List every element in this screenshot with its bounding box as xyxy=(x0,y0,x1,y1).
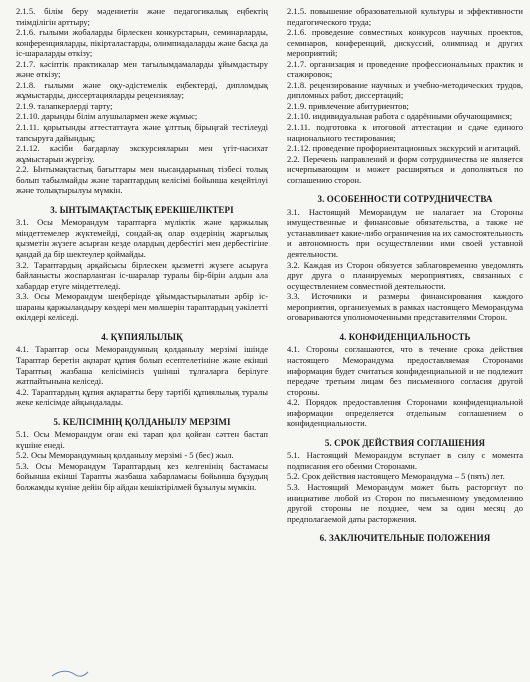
section-3-kz xyxy=(16,217,268,322)
section-heading: 4. ҚҰПИЯЛЫЛЫҚ xyxy=(101,331,183,342)
paragraph: 4.2. Порядок предоставления Сторонами конфиденциальной информации определяется отдельным соглашением о конфиденциальности. xyxy=(287,397,523,429)
paragraph: 2.1.12. кәсіби бағдарлау экскурсияларын мен үгіт-насихат жұмыстарын жүргізу. xyxy=(16,143,268,164)
paragraph: 3.3. Источники и размеры финансирования каждого мероприятия, организуемых в рамках настоящего Меморандума оговариваются уполномоченными представителями Сторон. xyxy=(287,291,523,323)
section-2-kz xyxy=(16,6,268,196)
russian-column xyxy=(287,6,523,546)
section-4-kz xyxy=(16,344,268,407)
paragraph: 2.1.5. білім беру мәдениетін және педагогикалық еңбектің тиімділігін арттыру; xyxy=(16,6,268,27)
paragraph: 2.1.6. ғылыми жобаларды бірлескен конкурстарын, семинарларды, конференцияларды, пікірталастарды, олимпиадаларды және басқа да іс-шараларды өткізу; xyxy=(16,27,268,59)
paragraph: 2.1.9. привлечение абитуриентов; xyxy=(287,100,409,111)
paragraph: 2.1.10. дарынды білім алушылармен жеке жұмыс; xyxy=(16,111,198,122)
paragraph: 4.1. Стороны соглашаются, что в течение срока действия настоящего Меморандума предоставляемая Сторонами информация будет считаться конфиденциальной и не подлежит передаче третьим лицам без письменного согласия другой стороны. xyxy=(287,344,523,397)
paragraph: 2.1.6. проведение совместных конкурсов научных проектов, семинаров, конференций, дискуссий, олимпиад и других мероприятий; xyxy=(287,27,523,59)
paragraph: 3.1. Настоящий Меморандум не налагает на Стороны имущественные и финансовые обязательства, а также не устанавливает какие-либо ограничения на их самостоятельность и автономность при осуществлении ими своей уставной деятельности. xyxy=(287,206,524,260)
section-5-kz xyxy=(16,429,268,492)
paragraph: 2.1.5. повышение образовательной культуры и эффективности педагогического труда; xyxy=(287,6,523,27)
signature-mark xyxy=(50,668,90,678)
paragraph: 3.2. Тараптардың әрқайсысы бірлескен қызметті жүзеге асыруға байланысты жоспарланған іс-шаралар туралы бір-бірін алдын ала хабардар етуге міндеттеледі. xyxy=(16,259,268,291)
section-3-ru xyxy=(287,207,523,323)
paragraph: 5.1. Настоящий Меморандум вступает в силу с момента подписания его обеими Сторонами. xyxy=(287,450,523,471)
paragraph: 5.2. Осы Меморандумның қолданылу мерзімі - 5 (бес) жыл. xyxy=(16,450,234,461)
paragraph: 3.2. Каждая из Сторон обязуется заблаговременно уведомлять друг друга о планируемых мероприятиях, связанных с осуществлением совместной деятельности. xyxy=(287,259,523,291)
paragraph: 2.1.7. кәсіптік практикалар мен тағылымдамаларды ұйымдастыру және өткізу; xyxy=(16,58,268,80)
paragraph: 5.1. Осы Меморандум оған екі тарап қол қойған сәттен бастап күшіне енеді. xyxy=(16,429,268,450)
paragraph: 2.1.10. индивидуальная работа с одарёнными обучающимися; xyxy=(287,111,513,122)
paragraph: 2.2. Перечень направлений и форм сотрудничества не является исчерпывающим и может расширяться и дополняться по соглашению сторон. xyxy=(287,153,523,185)
section-4-ru xyxy=(287,344,523,428)
paragraph: 2.1.8. рецензирование научных и учебно-методических трудов, дипломных работ, диссертаций; xyxy=(287,79,523,101)
section-heading: 5. СРОК ДЕЙСТВИЯ СОГЛАШЕНИЯ xyxy=(324,437,486,448)
paragraph: 2.1.12. проведение профориентационных экскурсий и агитаций. xyxy=(287,143,521,154)
section-heading: 5. КЕЛІСІМНІҢ ҚОЛДАНЫЛУ МЕРЗІМІ xyxy=(53,416,231,427)
section-2-ru xyxy=(287,6,523,185)
paragraph: 5.3. Осы Меморандум Тараптардың кез келгенінің бастамасы бойынша екінші Тарапты жазбаша хабарламасы бойынша бұзудың болжамды күніне дейін бір айдан кешіктірілмей бұзылуы мүмкін. xyxy=(16,460,268,492)
paragraph: 5.3. Настоящий Меморандум может быть расторгнут по инициативе любой из Сторон по письменному уведомлению другой стороны не позднее, чем за один месяц до предполагаемой даты расторжения. xyxy=(287,481,523,524)
section-heading: 4. КОНФИДЕНЦИАЛЬНОСТЬ xyxy=(339,331,471,342)
paragraph: 2.1.11. подготовка к итоговой аттестации и сдаче единого национального тестирования; xyxy=(287,122,523,143)
section-heading: 6. ЗАКЛЮЧИТЕЛЬНЫЕ ПОЛОЖЕНИЯ xyxy=(319,533,491,544)
paragraph: 4.1. Тараптар осы Меморандумның қолданылу мерзімі ішінде Тараптар беретін ақпарат құпия болып есептелетініне және екінші Тараптың жазбаша келісімінсіз үшінші тұлғаларға берілуге жатпайтынына келіседі. xyxy=(16,344,268,387)
kazakh-column xyxy=(16,6,268,493)
section-heading: 3. ЫНТЫМАҚТАСТЫҚ ЕРЕКШЕЛІКТЕРІ xyxy=(50,204,234,215)
section-5-ru xyxy=(287,450,523,524)
paragraph: 5.2. Срок действия настоящего Меморандума – 5 (пять) лет. xyxy=(287,471,505,482)
paragraph: 3.1. Осы Меморандум тараптарға мүліктік және қаржылық міндеттемелер жүктемейді, сондай-ақ олар өздерінің жарғылық қызметін жүзеге асырған кезде олардың дербестігі мен дербестігіне қандай да бір шектеулер қоймайды. xyxy=(16,217,268,260)
paragraph: 3.3. Осы Меморандум шеңберінде ұйымдастырылатын әрбір іс-шараны қаржыландыру көздері мен мөлшерін тараптардың уәкілетті өкілдері келіседі. xyxy=(16,291,268,323)
section-heading: 3. ОСОБЕННОСТИ СОТРУДНИЧЕСТВА xyxy=(317,194,493,205)
paragraph: 2.2. Ынтымақтастық бағыттары мен нысандарының тізбесі толық болып табылмайды және тараптардың келісімі бойынша кеңейтілуі және толықтырылуы мүмкін. xyxy=(16,164,268,196)
paragraph: 2.1.9. талапкерлерді тарту; xyxy=(16,100,113,111)
paragraph: 2.1.8. ғылыми және оқу-әдістемелік еңбектерді, дипломдық жұмыстарды, диссертацияларды рецензиялау; xyxy=(16,79,268,101)
paragraph: 2.1.11. қорытынды аттестаттауға және ұлттық бірыңғай тестілеуді тапсыруға дайындық; xyxy=(16,122,268,143)
paragraph: 2.1.7. организация и проведение профессиональных практик и стажировок; xyxy=(287,58,523,80)
paragraph: 4.2. Тараптардың құпия ақпаратты беру тәртібі құпиялылық туралы жеке келісімде айқындалады. xyxy=(16,386,268,408)
